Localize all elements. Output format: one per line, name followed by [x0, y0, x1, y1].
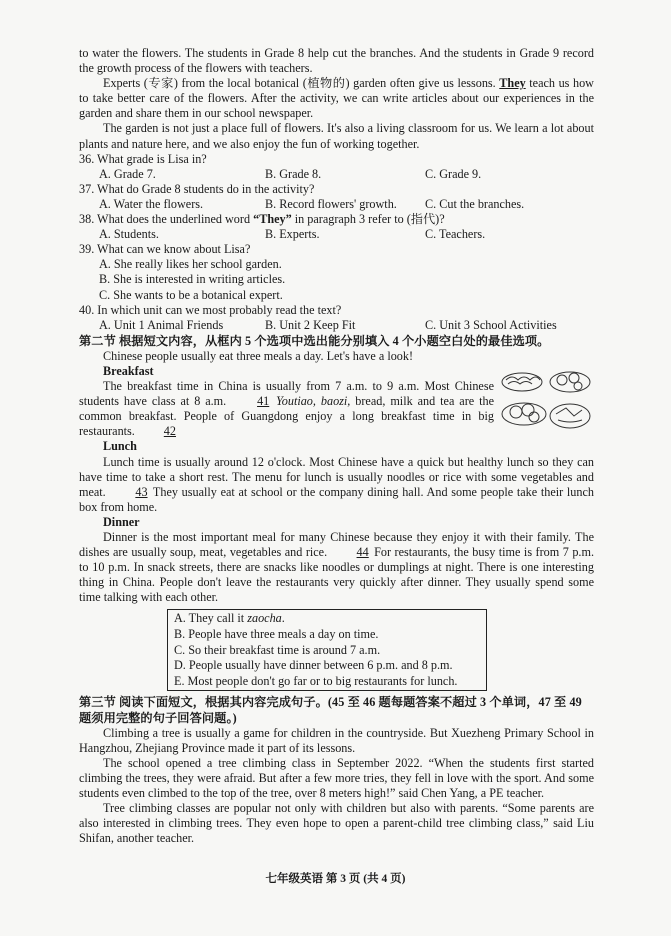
question-39: 39. What can we know about Lisa? A. She really likes her school garden. B. She is interested in writing articles. C. She wants to be a botanical expert. — [79, 242, 594, 302]
option-39b: B. She is interested in writing articles. — [99, 272, 286, 287]
dinner-title: Dinner — [103, 514, 140, 529]
box-option-c: C. So their breakfast time is around 7 a.m. — [174, 642, 381, 657]
blank-42: 42 — [163, 424, 176, 439]
breakfast-block — [79, 364, 594, 439]
question-40: 40. In which unit can we most probably read the text? A. Unit 1 Animal Friends B. Unit 2 Keep Fit C. Unit 3 School Activities — [79, 302, 557, 332]
garden-passage-p2: Experts (专家) from the local botanical (植物的) garden often give us lessons. They teach us how to take better care of the flowers. After the activity, we can write articles about our experiences in the garden and share them in our school newspaper. — [79, 76, 594, 121]
question-38: 38. What does the underlined word “They” in paragraph 3 refer to (指代)? A. Students. B. Experts. C. Teachers. — [79, 212, 486, 242]
section-2-heading: 第二节 根据短文内容，从框内 5 个选项中选出能分别填入 4 个小题空白处的最佳选项。 — [79, 333, 550, 348]
options-box-wrap — [79, 609, 594, 691]
option-36a: A. Grade 7. — [99, 166, 156, 181]
blank-44: 44 — [356, 545, 369, 560]
section-3-heading: 第三节 阅读下面短文，根据其内容完成句子。(45 至 46 题每题答案不超过 3 个单词，47 至 49 题须用完整的句子回答问题。) — [79, 695, 582, 725]
garden-passage-p1: to water the flowers. The students in Grade 8 help cut the branches. And the students in Grade 9 record the growth process of the flowers with teachers. — [79, 46, 594, 76]
option-40c: C. Unit 3 School Activities — [425, 317, 557, 332]
option-39c: C. She wants to be a botanical expert. — [99, 287, 283, 302]
box-option-a: A. They call it zaocha. — [174, 611, 285, 626]
blank-43: 43 — [135, 484, 148, 499]
option-39a: A. She really likes her school garden. — [99, 257, 282, 272]
lunch-title: Lunch — [103, 439, 137, 454]
option-38b: B. Experts. — [265, 227, 320, 242]
breakfast-food-illustration — [498, 364, 594, 440]
option-40b: B. Unit 2 Keep Fit — [265, 317, 356, 332]
exam-page — [79, 46, 594, 846]
option-37a: A. Water the flowers. — [99, 196, 204, 211]
tree-passage-p2: The school opened a tree climbing class in September 2022. “When the students first started climbing the trees, they were afraid. But after a few more tries, they fell in love with the sport. And some students even climbed to the top of the tree, over 8 meters high!” said Chen Yang, a PE teacher. — [79, 755, 594, 800]
option-36c: C. Grade 9. — [425, 166, 482, 181]
blank-41: 41 — [257, 394, 270, 409]
box-option-e: E. Most people don't go far or to big restaurants for lunch. — [174, 673, 458, 688]
option-38c: C. Teachers. — [425, 227, 486, 242]
tree-passage-p3: Tree climbing classes are popular not only with children but also with parents. “Some parents are also interested in climbing trees. They even hope to open a parent-child tree climbing class,” said Liu Shifan, another teacher. — [79, 801, 594, 846]
meals-intro: Chinese people usually eat three meals a day. Let's have a look! — [103, 348, 414, 363]
option-38a: A. Students. — [99, 227, 159, 242]
breakfast-title: Breakfast — [103, 363, 154, 378]
breakfast-paragraph: The breakfast time in China is usually from 7 a.m. to 9 a.m. Most Chinese students have class at 8 a.m. 41 Youtiao, baozi, bread, milk and tea are the common breakfast. People of Guangdong enjoy a long breakfast time in big restaurants. 42 — [79, 379, 494, 439]
question-37: 37. What do Grade 8 students do in the activity? A. Water the flowers. B. Record flowers' growth. C. Cut the branches. — [79, 181, 525, 211]
option-37b: B. Record flowers' growth. — [265, 196, 397, 211]
tree-passage-p1: Climbing a tree is usually a game for children in the countryside. But Xuezheng Primary School in Hangzhou, Zhejiang Province made it part of its lessons. — [79, 725, 594, 755]
box-option-b: B. People have three meals a day on time. — [174, 627, 379, 642]
question-36: 36. What grade is Lisa in? A. Grade 7. B. Grade 8. C. Grade 9. — [79, 151, 482, 181]
box-option-d: D. People usually have dinner between 6 p.m. and 8 p.m. — [174, 658, 453, 673]
option-37c: C. Cut the branches. — [425, 196, 525, 211]
dinner-paragraph: Dinner is the most important meal for many Chinese because they enjoy it with their family. The dishes are usually soup, meat, vegetables and rice. 44 For restaurants, the busy time is from 7 p.m. to 10 p.m. In snack streets, there are snacks like noodles or dumplings at night. There is one interesting thing in China. People don't leave the restaurants very quickly after dinner. They usually spend some time talking with each other. — [79, 530, 594, 605]
page-footer: 七年级英语 第 3 页 (共 4 页) — [265, 873, 406, 885]
option-36b: B. Grade 8. — [265, 166, 322, 181]
options-box — [167, 609, 487, 691]
garden-passage-p3: The garden is not just a place full of flowers. It's also a living classroom for us. We learn a lot about plants and nature here, and we also enjoy the fun of working together. — [79, 121, 594, 151]
lunch-paragraph: Lunch time is usually around 12 o'clock. Most Chinese have a quick but healthy lunch so they can have time to take a short rest. The menu for lunch is usually noodles or rice with some vegetables and meat. 43 They usually eat at school or the company dining hall. And some people take their lunch box from home. — [79, 454, 594, 514]
underlined-they: They — [499, 76, 526, 91]
option-40a: A. Unit 1 Animal Friends — [99, 317, 224, 332]
